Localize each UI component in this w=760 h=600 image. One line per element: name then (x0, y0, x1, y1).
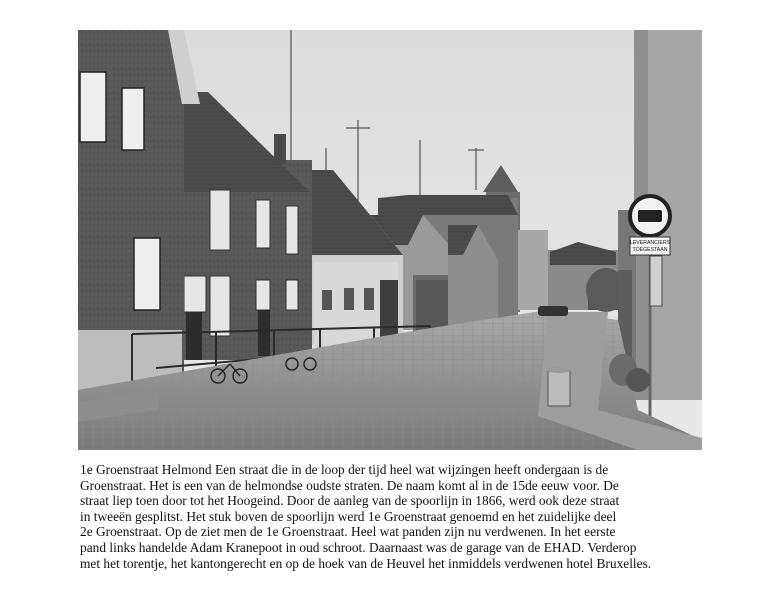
photo-caption (80, 462, 730, 571)
caption-line-7: met het torentje, het kantongerecht en op de hoek van de Heuvel het inmiddels verdwenen hotel Bruxelles. (80, 555, 652, 571)
caption-line-3: straat liep toen door tot het Hoogeind. Door de aanleg van de spoorlijn in 1866, werd ook deze straat (80, 493, 620, 509)
waste-bin (548, 370, 570, 406)
caption-line-5: 2e Groenstraat. Op de ziet men de 1e Groenstraat. Heel wat panden zijn nu verdwenen. In het eerste (80, 524, 616, 540)
caption-line-1: 1e Groenstraat Helmond Een straat die in de loop der tijd heel wat wijzingen heeft ondergaan is de (80, 462, 609, 477)
caption-line-4: in tweeën gesplitst. Het stuk boven de spoorlijn werd 1e Groenstraat genoemd en het zuidelijke deel (80, 508, 617, 524)
sign-plate-line-1: LEVERANCIERS (629, 240, 671, 246)
corner-house (78, 30, 200, 394)
caption-line-2: Groenstraat. Het is een van de helmondse oudste straten. De naam komt al in de 15de eeuw voor. De (80, 477, 619, 493)
parked-car (538, 306, 568, 316)
caption-line-6: pand links handelde Adam Kranepoot in oud schroot. Daarnaast was de garage van de EHAD. Verderop (80, 539, 637, 555)
sign-plate-line-2: TOEGESTAAN (632, 247, 668, 253)
street-photograph (78, 30, 702, 450)
photo-drawing (78, 30, 702, 450)
